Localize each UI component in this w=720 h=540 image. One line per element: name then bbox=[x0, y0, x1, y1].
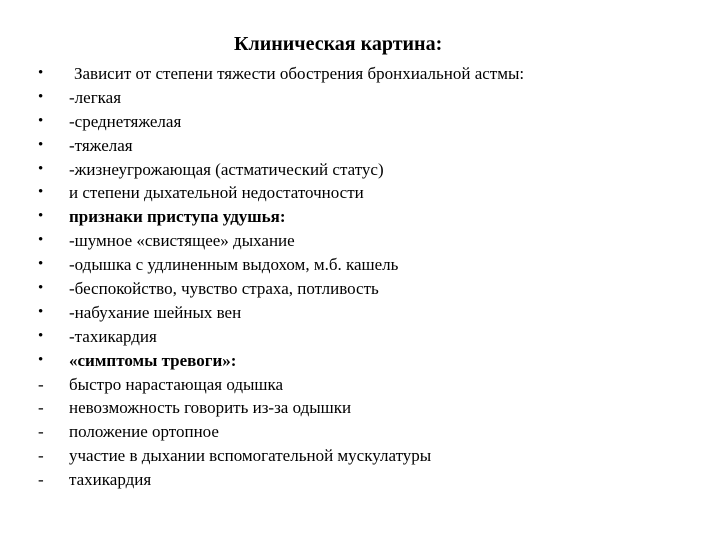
bullet-marker: • bbox=[38, 327, 44, 344]
bullet-marker: • bbox=[38, 280, 44, 297]
dash-marker: - bbox=[38, 446, 44, 466]
dash-marker: - bbox=[38, 470, 44, 490]
list-item-text: -тяжелая bbox=[69, 135, 133, 155]
list-item-text: невозможность говорить из-за одышки bbox=[69, 398, 352, 418]
list-item-text: участие в дыхании вспомогательной мускулатуры bbox=[69, 446, 432, 466]
dash-marker: - bbox=[38, 374, 44, 394]
bullet-marker: • bbox=[38, 232, 44, 249]
bullet-marker: • bbox=[38, 88, 44, 105]
bullet-marker: • bbox=[38, 351, 44, 368]
list-item-text: «симптомы тревоги»: bbox=[69, 350, 237, 370]
list-item-text: положение ортопное bbox=[69, 422, 219, 442]
bullet-marker: • bbox=[38, 303, 44, 320]
list-item-text: признаки приступа удушья: bbox=[69, 207, 286, 227]
list-item-text: -одышка с удлиненным выдохом, м.б. кашель bbox=[69, 255, 399, 275]
list-item-text: -легкая bbox=[69, 87, 122, 107]
bullet-marker: • bbox=[38, 136, 44, 153]
list-item-text: -среднетяжелая bbox=[69, 111, 182, 131]
dash-marker: - bbox=[38, 398, 44, 418]
bullet-marker: • bbox=[38, 112, 44, 129]
bullet-marker: • bbox=[38, 184, 44, 201]
list-item-text: -беспокойство, чувство страха, потливость bbox=[69, 279, 379, 299]
list-item-text: -набухание шейных вен bbox=[69, 302, 242, 322]
list-item-text: Зависит от степени тяжести обострения бронхиальной астмы: bbox=[74, 64, 525, 83]
list-item-text: -жизнеугрожающая (астматический статус) bbox=[69, 159, 384, 179]
bullet-marker: • bbox=[38, 65, 44, 81]
dash-marker: - bbox=[38, 422, 44, 442]
slide-title: Клиническая картина: bbox=[234, 33, 443, 55]
bullet-marker: • bbox=[38, 160, 44, 177]
list-item-text: тахикардия bbox=[69, 470, 152, 490]
list-item-text: и степени дыхательной недостаточности bbox=[69, 183, 364, 203]
list-item-text: -тахикардия bbox=[69, 326, 157, 346]
list-item-text: -шумное «свистящее» дыхание bbox=[69, 231, 295, 251]
list-item-text: быстро нарастающая одышка bbox=[69, 374, 284, 394]
bullet-marker: • bbox=[38, 208, 44, 225]
bullet-marker: • bbox=[38, 256, 44, 273]
